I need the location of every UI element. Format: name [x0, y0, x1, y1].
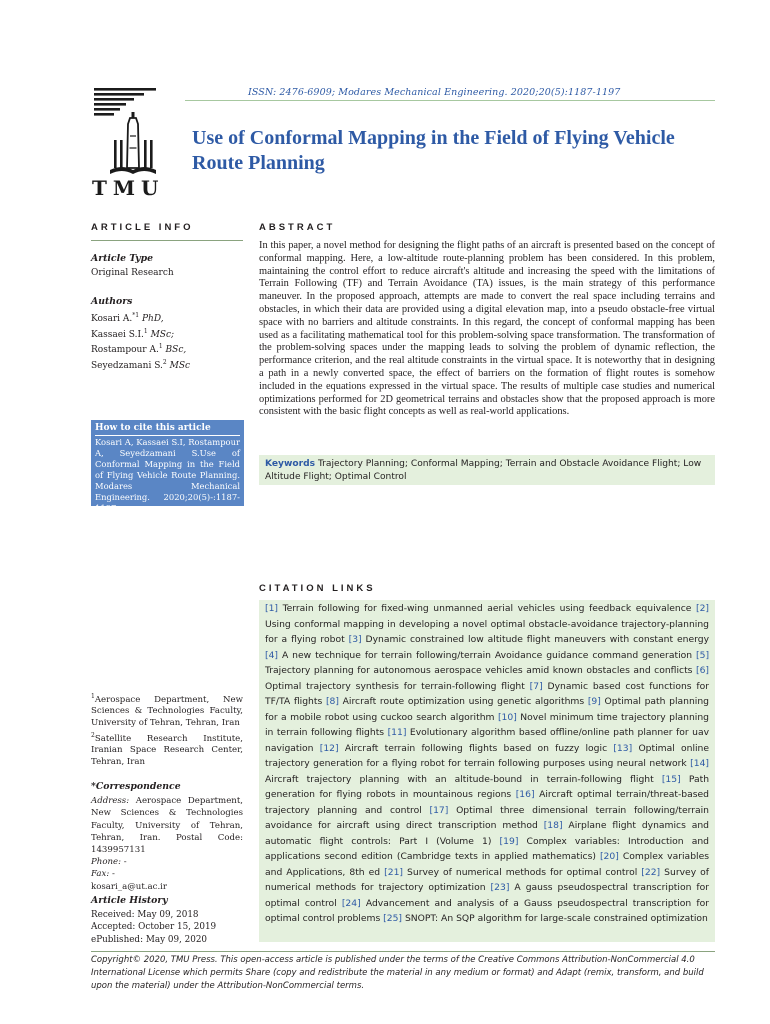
citation-links-box	[259, 600, 715, 942]
affiliations-block	[91, 691, 243, 768]
article-info-rule	[91, 240, 243, 241]
author-name: Rostampour A.	[91, 345, 159, 356]
address-value: Aerospace Department, New Sciences & Technologies Faculty, University of Tehran, Tehran, Iran. Postal Code: 1439957131	[91, 796, 244, 856]
article-history-block	[91, 895, 243, 946]
affiliation-text: Satellite Research Institute, Iranian Space Research Center, Tehran, Iran	[91, 733, 243, 767]
how-to-cite-text: Kosari A, Kassaei S.I, Rostampour A, Seyedzamani S.Use of Conformal Mapping in the Field of Flying Vehicle Route Planning. Modares Mechanical Engineering. 2020;20(5)-:1187-1197.	[95, 437, 240, 513]
citation-text: Path generation for flying robots in mountainous regions	[265, 773, 710, 800]
citation-text: Trajectory planning for autonomous aerospace vehicles amid known obstacles and conflicts	[265, 665, 693, 676]
citation-links-heading: CITATION LINKS	[259, 583, 376, 594]
affiliation-sup: 1	[91, 693, 95, 700]
citation-text: Airplane flight dynamics and automatic flight controls: Part I (Volume 1)	[265, 820, 710, 847]
citation-text: Aircraft terrain following flights based on fuzzy logic	[344, 742, 608, 754]
citation-text: Optimal three dimensional terrain following/terrain avoidance for aircraft using direct transcription method	[265, 804, 710, 831]
citation-ref[interactable]: [17]	[429, 804, 449, 816]
author-degree: BSc,	[165, 345, 187, 356]
author-line	[91, 357, 243, 372]
phone-label: Phone	[91, 857, 119, 868]
citation-ref[interactable]: [5]	[696, 649, 710, 661]
author-line	[91, 341, 243, 356]
how-to-cite-box	[91, 420, 244, 513]
correspondence-address: Address: Aerospace Department, New Sciences & Technologies Faculty, University of Tehran, Tehran, Iran. Postal Code: 1439957131	[91, 796, 244, 856]
abstract-section	[259, 222, 715, 233]
correspondence-label: *Correspondence	[91, 781, 181, 792]
citation-ref[interactable]: [21]	[384, 866, 404, 878]
author-degree: MSc	[169, 360, 191, 371]
citation-text: Aircraft trajectory planning with an altitude-bound in terrain-following flight	[265, 773, 654, 785]
author-sup: 1	[158, 343, 163, 351]
author-sup: 1	[143, 327, 148, 335]
author-line	[91, 326, 243, 341]
citation-text: Optimal path planning for a mobile robot using cuckoo search algorithm	[265, 696, 710, 723]
author-name: Kassaei S.I.	[91, 329, 144, 340]
citation-text: Dynamic based cost functions for TF/TA flights	[265, 680, 709, 707]
citation-ref[interactable]: [6]	[696, 665, 710, 676]
citation-text: Aircraft optimal terrain/threat-based trajectory planning and control	[265, 789, 710, 816]
author-sup: *1	[132, 312, 140, 320]
history-accepted: Accepted: October 15, 2019	[91, 922, 217, 933]
article-info-section	[91, 222, 243, 241]
article-type-block	[91, 253, 243, 280]
history-received: Received: May 09, 2018	[91, 910, 199, 921]
history-published: ePublished: May 09, 2020	[91, 934, 208, 945]
keywords-label: Keywords	[265, 459, 316, 469]
author-line	[91, 310, 243, 325]
citation-ref[interactable]: [25]	[383, 913, 403, 924]
address-label: Address	[91, 796, 127, 807]
correspondence-phone: Phone: -	[91, 857, 127, 868]
authors-label: Authors	[91, 296, 133, 307]
citation-links-section	[259, 583, 715, 594]
citation-ref[interactable]: [8]	[325, 696, 339, 707]
citation-text: Evolutionary algorithm based offline/online path planner for uav navigation	[265, 727, 710, 754]
citation-ref[interactable]: [12]	[319, 742, 339, 754]
citation-item[interactable]	[320, 743, 607, 754]
citation-ref[interactable]: [18]	[543, 820, 563, 831]
citation-text: Novel minimum time trajectory planning in terrain following flights	[265, 711, 710, 738]
citation-ref[interactable]: [23]	[490, 882, 510, 893]
citation-ref[interactable]: [16]	[515, 789, 535, 800]
citation-ref[interactable]: [2]	[696, 603, 710, 614]
article-type-value: Original Research	[91, 268, 174, 279]
keywords-box	[259, 455, 715, 485]
citation-text: SNOPT: An SQP algorithm for large-scale constrained optimization	[404, 913, 708, 924]
citation-text: A gauss pseudospectral transcription for optimal control	[265, 882, 710, 909]
citation-ref[interactable]: [9]	[587, 696, 601, 707]
citation-ref[interactable]: [11]	[387, 727, 407, 738]
citation-text: Advancement and analysis of a Gauss pseudospectral transcription for optimal control problems	[265, 897, 709, 924]
citation-item[interactable]	[349, 634, 709, 645]
citation-ref[interactable]: [24]	[341, 897, 361, 909]
fax-label: Fax	[91, 869, 107, 880]
fax-value: -	[112, 869, 115, 880]
author-degree: MSc;	[150, 329, 175, 340]
abstract-heading: ABSTRACT	[259, 222, 336, 233]
citation-text: A new technique for terrain following/terrain Avoidance guidance command generation	[281, 649, 693, 661]
author-sup: 2	[162, 358, 167, 366]
citation-ref[interactable]: [19]	[499, 835, 519, 847]
footer-divider	[91, 951, 715, 952]
citation-ref[interactable]: [3]	[348, 634, 362, 645]
author-name: Seyedzamani S.	[91, 360, 163, 371]
citation-ref[interactable]: [15]	[661, 773, 681, 785]
issn-line: ISSN: 2476-6909; Modares Mechanical Engineering. 2020;20(5):1187-1197	[248, 87, 621, 98]
header-divider	[185, 100, 715, 101]
copyright-notice: Copyright© 2020, TMU Press. This open-access article is published under the terms of the Creative Commons Attribution-NonCommercial 4.0 International License which permits Share (copy and redistribute the material in any medium or format) and Adapt (remix, transform, and build upon the material) under the Attribution-NonCommercial terms.	[91, 955, 704, 991]
citation-text: Survey of numerical methods for trajectory optimization	[265, 866, 710, 893]
citation-text: Optimal online trajectory generation for a flying robot for terrain following purposes using neural network	[265, 742, 710, 769]
how-to-cite-title: How to cite this article	[95, 423, 240, 436]
author-degree: PhD,	[142, 314, 164, 325]
article-type-label: Article Type	[91, 253, 153, 264]
citation-ref[interactable]: [1]	[265, 603, 279, 614]
citation-text: Survey of numerical methods for optimal control	[407, 866, 638, 878]
article-history-label: Article History	[91, 895, 168, 906]
citation-text: Aircraft route optimization using genetic algorithms	[342, 696, 585, 707]
article-title: Use of Conformal Mapping in the Field of Flying Vehicle Route Planning	[192, 127, 675, 174]
citation-text: Complex variables: Introduction and applications second edition (Cambridge texts in applied mathematics)	[265, 835, 710, 862]
abstract-text: In this paper, a novel method for designing the flight paths of an aircraft is presented based on the concept of conformal mapping. Here, a low-altitude route-planning problem has been considered. In this problem, maintaining the control effort to reduce aircraft's altitude and increasing the speed with the limitations of Terrain Following (TF) and Terrain Avoidance (TA) issues, is the main strategy of this performance maneuver. In the proposed approach, attempts are made to convert the real space including terrains and obstacles, in which their data are provided using a digital elevation map, into a pseudo obstacle-free virtual space with no barriers and altitude constraints. In this regard, the concept of conformal mapping has been used as a facilitating mathematical tool for this problem-solving space transformation. The transformation of the problem-solving spaces under the mapping leads to solving the problem of dynamic reflection, the performance criterion, and the real altitude constraints in the virtual space. It is noteworthy that in designing a path in a newly converted space, the effect of barriers on the formation of flight routes is somehow included in the equations expressed in the virtual space. The results of multiple case studies and numerical optimizations performed for 2D geometrical terrains and obstacles show that the proposed approach is more consistent with the basic flight concepts as well as real-world applications.	[259, 240, 715, 418]
citation-ref[interactable]: [7]	[529, 680, 543, 692]
authors-block	[91, 296, 243, 372]
citation-item[interactable]	[326, 696, 584, 707]
affiliation-sup: 2	[91, 731, 95, 739]
citation-item[interactable]	[265, 603, 691, 614]
citation-ref[interactable]: [22]	[641, 866, 661, 878]
citation-text: Complex variables and Applications, 8th ed	[265, 851, 710, 878]
article-info-heading: ARTICLE INFO	[91, 222, 194, 233]
citation-ref[interactable]: [4]	[265, 649, 279, 661]
citation-ref[interactable]: [14]	[690, 758, 710, 769]
citation-text: Terrain following for fixed-wing unmanned aerial vehicles using feedback equivalence	[282, 603, 692, 614]
citation-ref[interactable]: [13]	[613, 742, 633, 754]
correspondence-fax: Fax: -	[91, 869, 115, 880]
citation-text: Dynamic constrained low altitude flight maneuvers with constant energy	[365, 634, 710, 645]
citation-text: Optimal trajectory synthesis for terrain-following flight	[265, 680, 525, 692]
logo-text: TMU	[92, 176, 165, 200]
phone-value: -	[123, 857, 127, 868]
affiliation-item	[91, 730, 243, 769]
citation-item[interactable]	[265, 650, 692, 661]
citation-item[interactable]	[383, 913, 708, 924]
keywords-text: Trajectory Planning; Conformal Mapping; Terrain and Obstacle Avoidance Flight; Low Altitude Flight; Optimal Control	[265, 459, 702, 482]
citation-item[interactable]	[384, 867, 637, 878]
affiliation-item	[91, 691, 243, 730]
affiliation-text: Aerospace Department, New Sciences & Technologies Faculty, University of Tehran, Tehran, Iran	[91, 694, 243, 729]
correspondence-block	[91, 781, 243, 893]
author-name: Kosari A.	[91, 314, 133, 325]
correspondence-email[interactable]: kosari_a@ut.ac.ir	[91, 881, 168, 892]
citation-text: Using conformal mapping in developing a novel optimal obstacle-avoidance trajectory-planning for a flying robot	[265, 618, 709, 645]
citation-ref[interactable]: [20]	[599, 851, 619, 862]
citation-ref[interactable]: [10]	[497, 711, 517, 723]
